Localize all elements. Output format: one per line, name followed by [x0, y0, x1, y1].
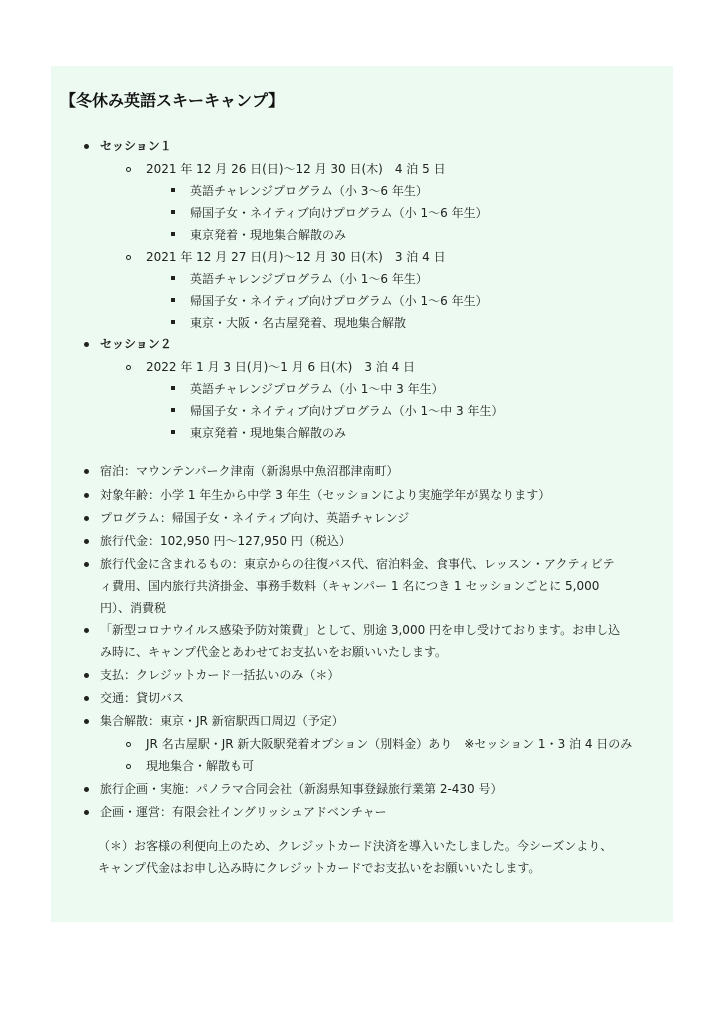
- session-2-period-1-item-1: 英語チャレンジプログラム（小 1〜中 3 年生）: [190, 382, 444, 396]
- meeting-option-text: JR 名古屋駅・JR 新大阪駅発着オプション（別料金）あり ※セッション 1・3 泊 4 日のみ: [146, 737, 633, 751]
- session-1-period-1-item-2: 帰国子女・ネイティブ向けプログラム（小 1〜6 年生）: [190, 206, 488, 220]
- session-1-label: セッション１: [100, 139, 172, 153]
- session-1-period-2-item-1: 英語チャレンジプログラム（小 1〜6 年生）: [190, 272, 428, 286]
- included-text-line-1: 旅行代金に含まれるもの：東京からの往復バス代、宿泊料金、食事代、レッスン・アクティビテ: [100, 557, 615, 571]
- session-2-label: セッション２: [100, 337, 172, 351]
- lodging-text: 宿泊：マウンテンパーク津南（新潟県中魚沼郡津南町）: [100, 464, 399, 478]
- bullet-square: [171, 210, 175, 214]
- bullet-dot: [84, 539, 89, 544]
- bullet-dot: [84, 342, 89, 347]
- bullet-square: [171, 386, 175, 390]
- covid-text-line-1: 「新型コロナウイルス感染予防対策費」として、別途 3,000 円を申し受けております。お申し込: [100, 623, 621, 637]
- bullet-dot: [84, 516, 89, 521]
- bullet-circle: [126, 764, 131, 769]
- bullet-circle: [126, 742, 131, 747]
- session-1-period-1-dates: 2021 年 12 月 26 日(日)〜12 月 30 日(木) 4 泊 5 日: [146, 162, 446, 176]
- meeting-local-text: 現地集合・解散も可: [146, 759, 255, 773]
- bullet-square: [171, 408, 175, 412]
- meeting-text: 集合解散：東京・JR 新宿駅西口周辺（予定）: [100, 714, 344, 728]
- program-text: プログラム：帰国子女・ネイティブ向け、英語チャレンジ: [100, 511, 410, 525]
- note-line-1: （＊）お客様の利便向上のため、クレジットカード決済を導入いたしました。今シーズンより、: [98, 839, 613, 853]
- session-1-period-2-dates: 2021 年 12 月 27 日(月)〜12 月 30 日(木) 3 泊 4 日: [146, 250, 446, 264]
- session-1-period-2-item-2: 帰国子女・ネイティブ向けプログラム（小 1〜6 年生）: [190, 294, 488, 308]
- price-text: 旅行代金：102,950 円〜127,950 円（税込）: [100, 534, 351, 548]
- bullet-circle: [126, 167, 131, 172]
- bullet-square: [171, 430, 175, 434]
- bullet-dot: [84, 787, 89, 792]
- bullet-dot: [84, 469, 89, 474]
- session-2-period-1-item-3: 東京発着・現地集合解散のみ: [190, 426, 347, 440]
- bullet-circle: [126, 255, 131, 260]
- bullet-dot: [84, 673, 89, 678]
- bullet-dot: [84, 144, 89, 149]
- bullet-square: [171, 320, 175, 324]
- bullet-square: [171, 232, 175, 236]
- session-1-period-1-item-1: 英語チャレンジプログラム（小 3〜6 年生）: [190, 184, 428, 198]
- bullet-square: [171, 188, 175, 192]
- covid-text-line-2: み時に、キャンプ代金とあわせてお支払いをお願いいたします。: [100, 645, 448, 659]
- included-text-line-2: ィ費用、国内旅行共済掛金、事務手数料（キャンパー 1 名につき 1 セッションごとに 5,000: [100, 579, 600, 593]
- operator-text: 企画・運営：有限会社イングリッシュアドベンチャー: [100, 805, 387, 819]
- bullet-dot: [84, 628, 89, 633]
- bullet-dot: [84, 562, 89, 567]
- page-title: 【冬休み英語スキーキャンプ】: [60, 91, 285, 110]
- bullet-dot: [84, 493, 89, 498]
- bullet-dot: [84, 696, 89, 701]
- bullet-circle: [126, 365, 131, 370]
- bullet-square: [171, 276, 175, 280]
- payment-text: 支払：クレジットカード一括払いのみ（＊）: [100, 668, 340, 682]
- age-text: 対象年齢：小学 1 年生から中学 3 年生（セッションにより実施学年が異なります）: [100, 488, 551, 502]
- session-1-period-1-item-3: 東京発着・現地集合解散のみ: [190, 228, 347, 242]
- session-2-period-1-item-2: 帰国子女・ネイティブ向けプログラム（小 1〜中 3 年生）: [190, 404, 504, 418]
- transport-text: 交通：貸切バス: [100, 691, 185, 705]
- bullet-square: [171, 298, 175, 302]
- bullet-dot: [84, 719, 89, 724]
- session-2-period-1-dates: 2022 年 1 月 3 日(月)〜1 月 6 日(木) 3 泊 4 日: [146, 360, 416, 374]
- included-text-line-3: 円）、消費税: [100, 601, 167, 615]
- organizer-text: 旅行企画・実施：パノラマ合同会社（新潟県知事登録旅行業第 2-430 号）: [100, 782, 503, 796]
- session-1-period-2-item-3: 東京・大阪・名古屋発着、現地集合解散: [190, 316, 407, 330]
- bullet-dot: [84, 810, 89, 815]
- note-line-2: キャンプ代金はお申し込み時にクレジットカードでお支払いをお願いいたします。: [98, 861, 541, 875]
